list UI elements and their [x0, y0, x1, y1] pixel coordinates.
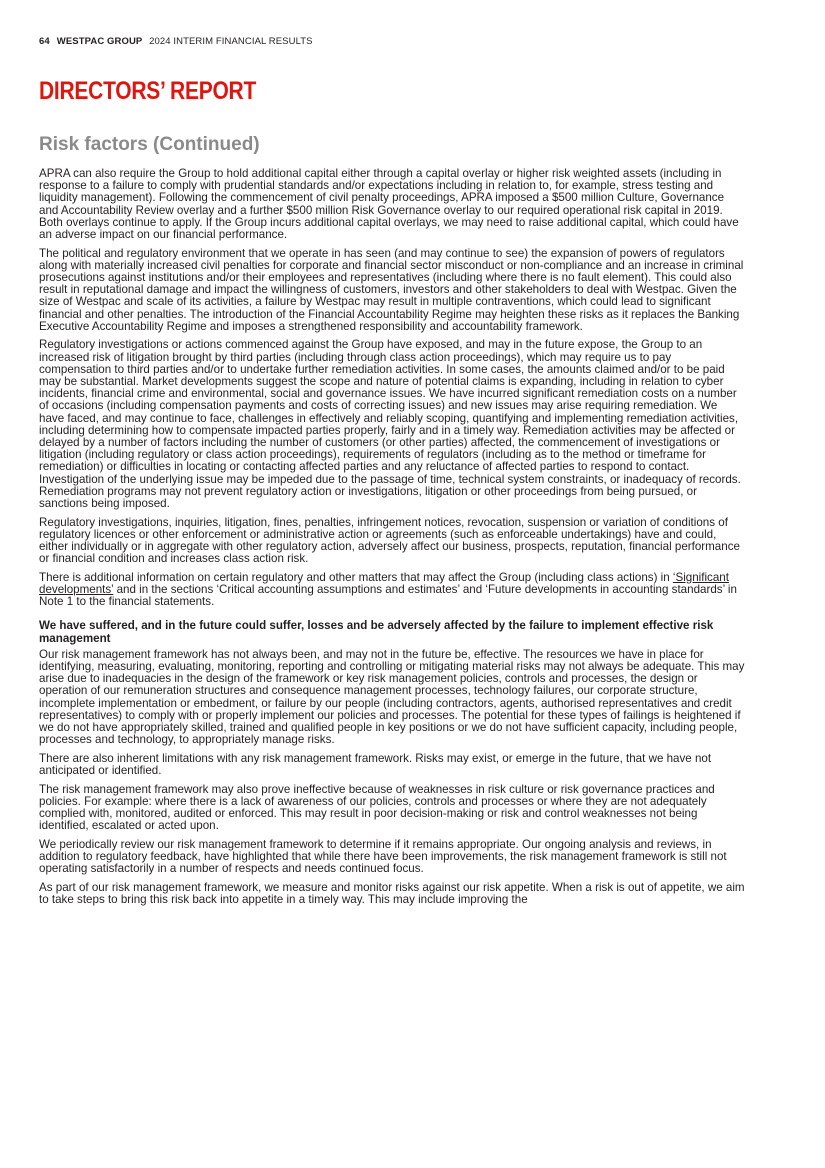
paragraph	[39, 572, 745, 609]
brand-name: WESTPAC GROUP	[56, 36, 143, 47]
paragraph: Regulatory investigations, inquiries, litigation, fines, penalties, infringement notices, revocation, suspension or variation of conditions of regulatory licences or other enforcement or administrative action or agreements (such as enforceable undertakings) have and could, either individually or in aggregate with other regulatory action, adversely affect our business, prospects, reputation, financial performance or financial condition and increases class action risk.	[39, 515, 740, 566]
paragraph-text: There is additional information on certain regulatory and other matters that may affect the Group (including class actions) in	[39, 570, 673, 584]
document-title: 2024 INTERIM FINANCIAL RESULTS	[149, 36, 313, 47]
subheading: We have suffered, and in the future could suffer, losses and be adversely affected by the failure to implement effective risk management	[39, 619, 714, 645]
page-number: 64	[39, 36, 50, 47]
paragraph: The risk management framework may also prove ineffective because of weaknesses in risk culture or risk governance practices and policies. For example: where there is a lack of awareness of our policies, controls and processes or where they are not adequately complied with, monitored, audited or enforced. This may result in poor decision-making or risk and control weaknesses not being identified, escalated or acted upon.	[39, 782, 715, 833]
page-heading: Risk factors (Continued)	[39, 134, 260, 155]
paragraph: We periodically review our risk management framework to determine if it remains appropriate. Our ongoing analysis and reviews, in addition to regulatory feedback, have highlighted that while there have been improvements, the risk management framework is still not operating satisfactorily in a number of respects and needs continued focus.	[39, 837, 727, 876]
paragraph: APRA can also require the Group to hold additional capital either through a capital overlay or higher risk weighted assets (including in response to a failure to comply with prudential standards and/or expectations including in relation to, for example, stress testing and liquidity management). Following the commencement of civil penalty proceedings, APRA imposed a $500 million Culture, Governance and Accountability Review overlay and a further $500 million Risk Governance overlay to our required operational risk capital in 2019. Both overlays continue to apply. If the Group incurs additional capital overlays, we may need to raise additional capital, which could have an adverse impact on our financial performance.	[39, 167, 739, 242]
body-text	[39, 168, 745, 913]
paragraph: As part of our risk management framework, we measure and monitor risks against our risk appetite. When a risk is out of appetite, we aim to take steps to bring this risk back into appetite in a timely way. This may include improving the	[39, 880, 745, 907]
paragraph: Regulatory investigations or actions commenced against the Group have exposed, and may in the future expose, the Group to an increased risk of litigation brought by third parties (including through class action proceedings), which may require us to pay compensation to third parties and/or to undertake further remediation activities. In some cases, the amounts claimed and/or to be paid may be substantial. Market developments suggest the scope and nature of potential claims is expanding, including in relation to cyber incidents, financial crime and environmental, social and governance issues. We have incurred significant remediation costs on a number of occasions (including compensation payments and costs of correcting issues) and new issues may arise requiring remediation. We have faced, and may continue to face, challenges in effectively and reliably scoping, quantifying and implementing remediation activities, including determining how to compensate impacted parties properly, fairly and in a timely way. Remediation activities may be affected or delayed by a number of factors including the number of customers (or other parties) affected, the commencement of investigations or litigation (including regulatory or class action proceedings), requirements of regulators (including as to the method or timeframe for remediation) or difficulties in locating or contacting affected parties and any reluctance of affected parties to respond to contact. Investigation of the underlying issue may be impeded due to the passage of time, technical system constraints, or inadequacy of records. Remediation programs may not prevent regulatory action or investigations, litigation or other proceedings from being pursued, or sanctions being imposed.	[39, 338, 741, 511]
paragraph-text: and in the sections ‘Critical accounting assumptions and estimates’ and ‘Future developments in accounting standards’ in Note 1 to the financial statements.	[39, 583, 737, 609]
significant-developments-link[interactable]: ‘Significant developments’	[39, 570, 729, 597]
running-header	[39, 36, 313, 47]
paragraph: Our risk management framework has not always been, and may not in the future be, effective. The resources we have in place for identifying, measuring, evaluating, monitoring, reporting and controlling or mitigating material risks may not always be adequate. This may arise due to inadequacies in the design of the framework or key risk management policies, controls and processes, the design or operation of our remuneration structures and consequence management processes, technology failures, our corporate structure, incomplete implementation or embedment, or failure by our people (including contractors, agents, authorised representatives and credit representatives) to comply with or properly implement our policies and processes. The potential for these types of failings is heightened if we do not have appropriately skilled, trained and qualified people in key positions or we do not have sufficient capacity, including people, processes and technology, to appropriately manage risks.	[39, 647, 745, 747]
paragraph: The political and regulatory environment that we operate in has seen (and may continue to see) the expansion of powers of regulators along with materially increased civil penalties for corporate and financial sector misconduct or non-compliance and an increase in criminal prosecutions against institutions and/or their employees and representatives (including where there is no fault element). This could also result in reputational damage and impact the willingness of customers, investors and other stakeholders to deal with Westpac. Given the size of Westpac and scale of its activities, a failure by Westpac may result in multiple contraventions, which could lead to significant financial and other penalties. The introduction of the Financial Accountability Regime may heighten these risks as it replaces the Banking Executive Accountability Regime and imposes a strengthened responsibility and accountability framework.	[39, 246, 744, 333]
paragraph: There are also inherent limitations with any risk management framework. Risks may exist, or emerge in the future, that we have not anticipated or identified.	[39, 751, 712, 778]
section-title: DIRECTORS’ REPORT	[39, 77, 257, 105]
